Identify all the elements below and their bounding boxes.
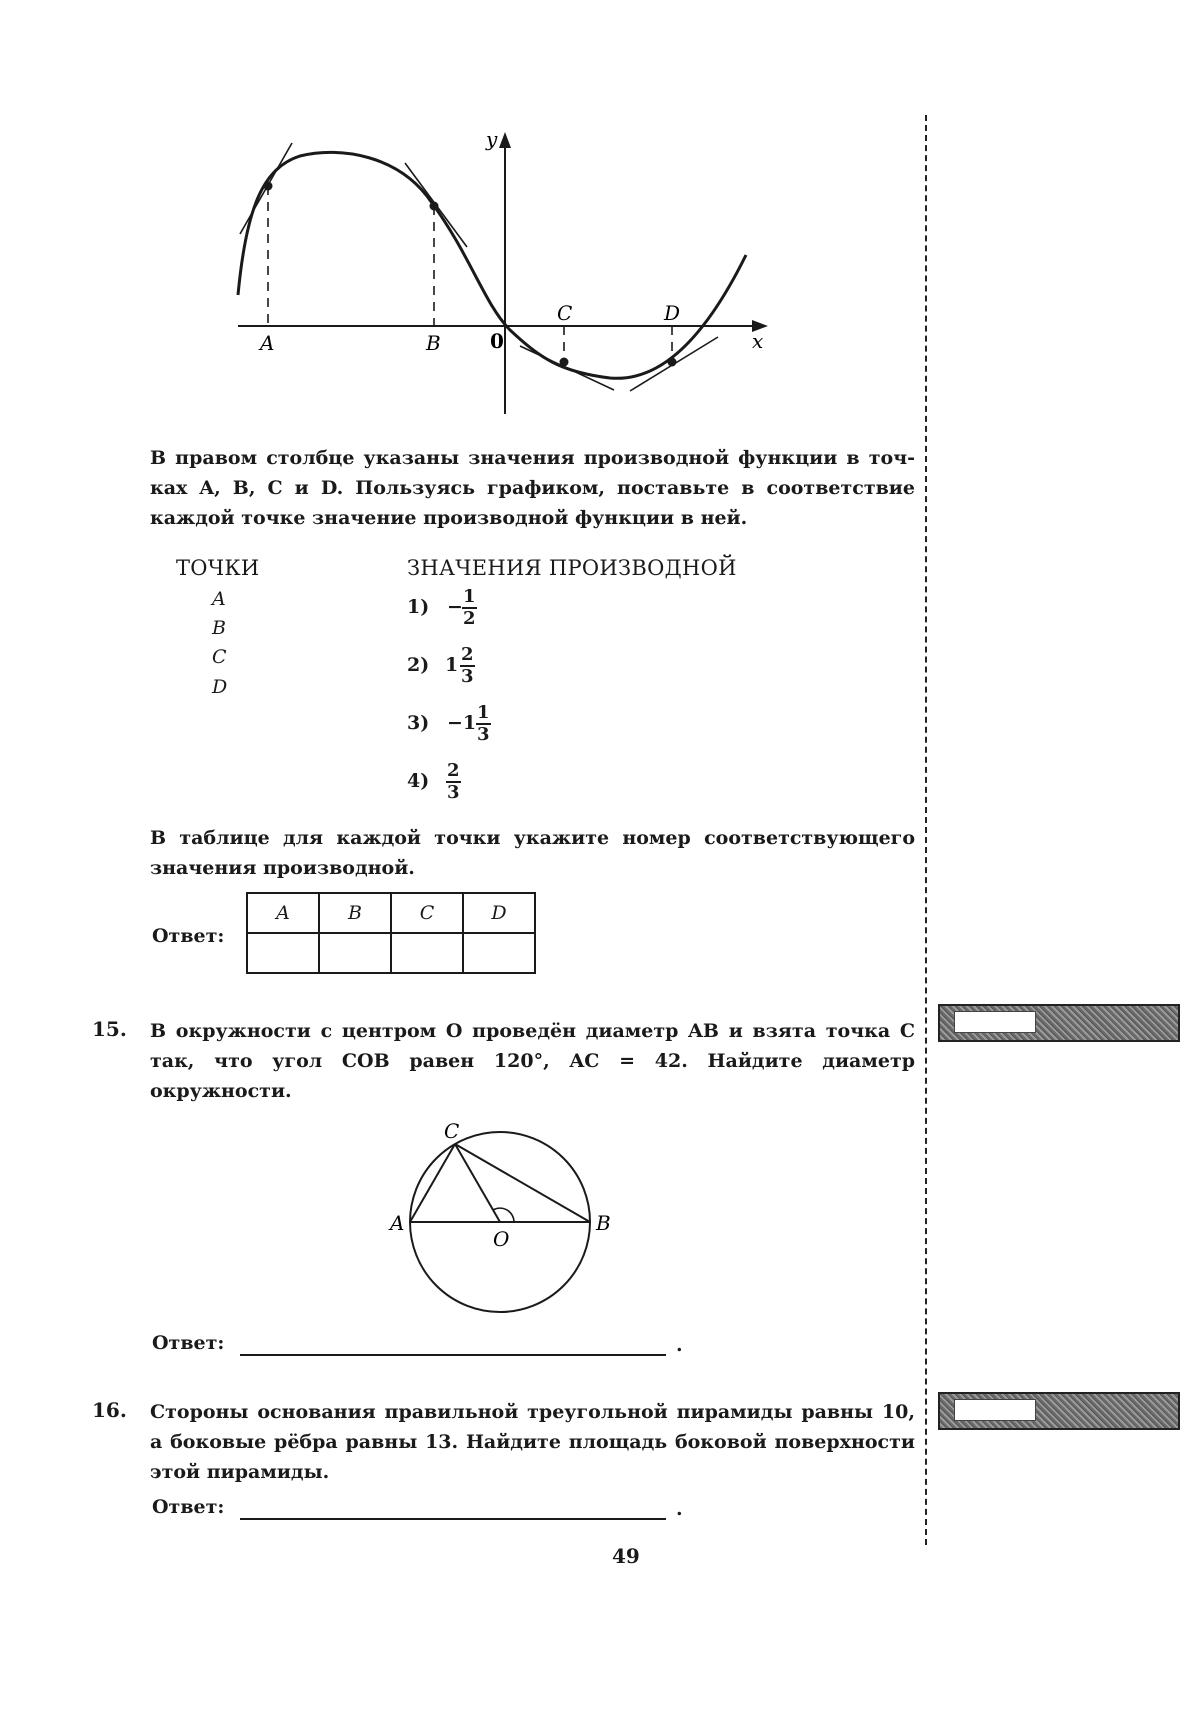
q14-text-line: ках A, B, C и D. Пользуясь графиком, поставьте в соответствие xyxy=(150,477,915,499)
point-item: D xyxy=(212,676,228,698)
q15-answer-dot: . xyxy=(676,1334,683,1356)
option-4-denominator: 3 xyxy=(447,782,460,803)
option-3-prefix: −1 xyxy=(447,712,477,734)
chord-ca xyxy=(410,1144,455,1222)
label-c: C xyxy=(444,1119,460,1143)
option-4-fraction xyxy=(446,761,461,803)
option-2-numerator: 2 xyxy=(461,644,474,665)
point-label-c: C xyxy=(557,301,573,325)
q16-text-line: Стороны основания правильной треугольной пирамиды равны 10, xyxy=(150,1401,915,1423)
option-3-denominator: 3 xyxy=(477,724,490,745)
tangent-c xyxy=(520,346,614,390)
q15-text-line: окружности. xyxy=(150,1080,292,1102)
answer-cell-d[interactable] xyxy=(463,933,535,973)
q16-text-line: а боковые рёбра равны 13. Найдите площадь боковой поверхности xyxy=(150,1431,915,1453)
point-c-dot xyxy=(560,358,569,367)
q16-score-input[interactable] xyxy=(954,1399,1036,1421)
answer-table-header: D xyxy=(463,893,535,933)
q16-answer-dot: . xyxy=(676,1498,683,1520)
point-b-dot xyxy=(430,202,439,211)
point-label-a: A xyxy=(260,331,275,355)
q16-number: 16. xyxy=(92,1398,127,1422)
q16-score-box xyxy=(938,1392,1180,1430)
q16-answer-field[interactable] xyxy=(240,1518,666,1520)
q15-text-line: так, что угол COB равен 120°, AC = 42. Найдите диаметр xyxy=(150,1050,915,1072)
q15-score-input[interactable] xyxy=(954,1011,1036,1033)
q14-text xyxy=(150,443,915,533)
derivative-graph xyxy=(0,0,800,430)
values-header: ЗНАЧЕНИЯ ПРОИЗВОДНОЙ xyxy=(407,556,737,580)
point-item: A xyxy=(212,588,226,610)
answer-table-header-row xyxy=(247,893,535,933)
chord-cb xyxy=(455,1144,590,1222)
origin-label: 0 xyxy=(490,329,504,353)
points-header: ТОЧКИ xyxy=(176,556,260,580)
q15-text-line: В окружности с центром O проведён диаметр AB и взята точка C xyxy=(150,1020,915,1042)
q14-text-line: каждой точке значение производной функции в ней. xyxy=(150,507,748,529)
y-axis-label: y xyxy=(486,127,498,151)
option-1-fraction xyxy=(462,587,477,629)
y-axis-arrow-icon xyxy=(499,132,511,148)
q14-table-text xyxy=(150,823,915,883)
label-b: B xyxy=(596,1211,611,1235)
option-2-fraction xyxy=(460,645,475,687)
option-2-denominator: 3 xyxy=(461,666,474,687)
option-1-prefix: − xyxy=(447,596,463,618)
q14-answer-label: Ответ: xyxy=(152,925,225,947)
q16-text-line: этой пирамиды. xyxy=(150,1461,330,1483)
circle-figure xyxy=(380,1110,630,1330)
q15-answer-field[interactable] xyxy=(240,1354,666,1356)
q15-answer-label: Ответ: xyxy=(152,1332,225,1354)
page-number: 49 xyxy=(612,1544,640,1568)
answer-cell-a[interactable] xyxy=(247,933,319,973)
q14-table-text-line: значения производной. xyxy=(150,857,415,879)
q14-table-text-line: В таблице для каждой точки укажите номер соответствующего xyxy=(150,827,915,849)
option-1-num: 1) xyxy=(407,596,430,618)
answer-cell-c[interactable] xyxy=(391,933,463,973)
point-item: C xyxy=(212,646,227,668)
q15-score-box xyxy=(938,1004,1180,1042)
label-a: A xyxy=(390,1211,405,1235)
cut-line xyxy=(925,115,927,1545)
answer-table-input-row xyxy=(247,933,535,973)
option-2-num: 2) xyxy=(407,654,430,676)
label-o: O xyxy=(493,1227,510,1251)
q15-number: 15. xyxy=(92,1017,127,1041)
point-item: B xyxy=(212,617,226,639)
option-1-numerator: 1 xyxy=(463,586,476,607)
point-label-d: D xyxy=(664,301,681,325)
q16-text xyxy=(150,1397,915,1487)
option-3-num: 3) xyxy=(407,712,430,734)
q16-answer-label: Ответ: xyxy=(152,1496,225,1518)
option-1-denominator: 2 xyxy=(463,608,476,629)
answer-table-header: B xyxy=(319,893,391,933)
point-label-b: B xyxy=(426,331,441,355)
q14-answer-table xyxy=(246,892,536,974)
option-3-numerator: 1 xyxy=(477,702,490,723)
point-a-dot xyxy=(264,182,273,191)
answer-cell-b[interactable] xyxy=(319,933,391,973)
option-4-numerator: 2 xyxy=(447,760,460,781)
point-d-dot xyxy=(668,358,677,367)
answer-table-header: C xyxy=(391,893,463,933)
option-3-fraction xyxy=(476,703,491,745)
answer-table-header: A xyxy=(247,893,319,933)
option-4-num: 4) xyxy=(407,770,430,792)
q14-text-line: В правом столбце указаны значения производной функции в точ- xyxy=(150,447,915,469)
q15-text xyxy=(150,1016,915,1106)
option-2-prefix: 1 xyxy=(445,654,459,676)
x-axis-label: x xyxy=(752,329,764,353)
